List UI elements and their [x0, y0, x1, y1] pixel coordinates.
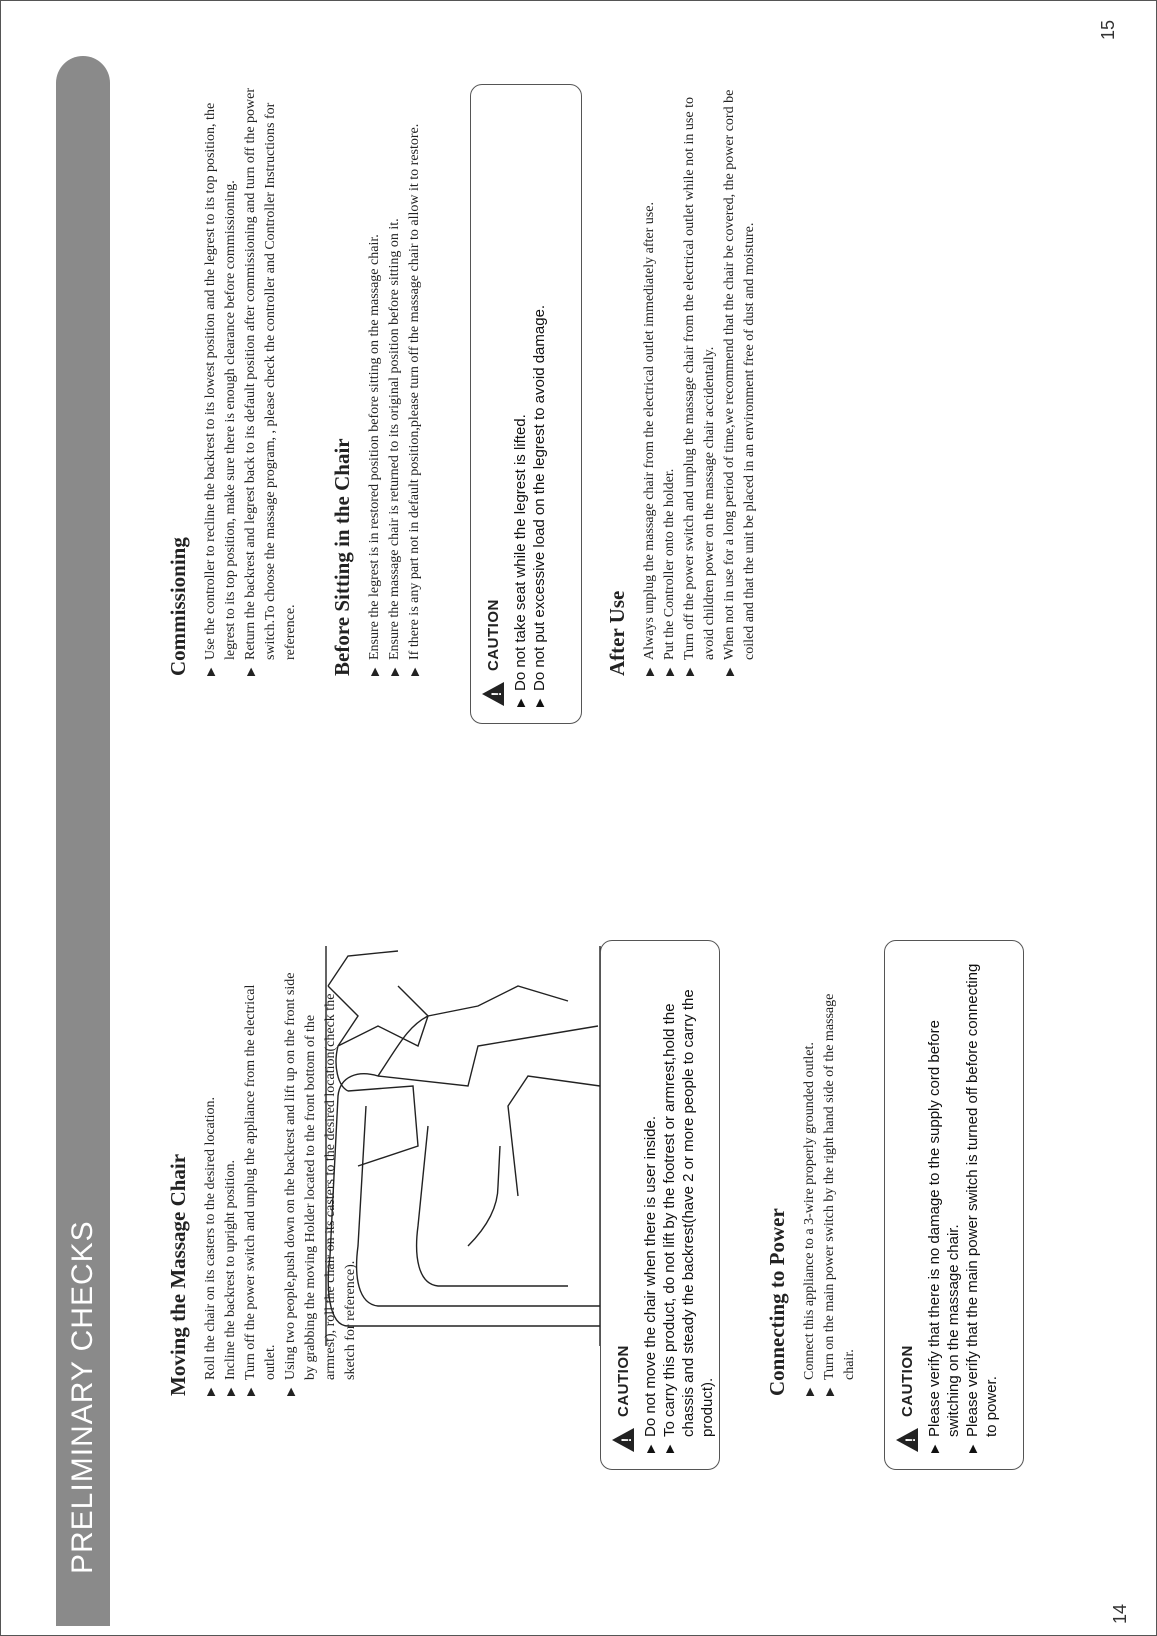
caution-list — [641, 955, 717, 1453]
list-item-text: Turn on the main power switch by the right hand side of the massage chair. — [822, 993, 857, 1380]
caution-moving-box — [600, 940, 720, 1470]
svg-text:!: ! — [902, 1437, 918, 1443]
list-item — [641, 955, 660, 1453]
bullet-triangle-icon: ▶ — [245, 1387, 257, 1396]
list-item-text: Always unplug the massage chair from the electrical outlet immediately after use. — [642, 202, 657, 660]
bullet-triangle-icon: ▶ — [409, 667, 421, 676]
svg-text:!: ! — [488, 691, 504, 697]
caution-power-box — [884, 940, 1024, 1470]
list-item — [365, 76, 385, 676]
section-title: Before Sitting in the Chair — [330, 438, 354, 676]
commissioning-list — [201, 76, 301, 676]
section-title: Connecting to Power — [765, 1208, 789, 1396]
bullet-triangle-icon: ▶ — [967, 1444, 979, 1453]
list-item — [201, 76, 241, 676]
list-item — [660, 66, 680, 676]
list-item-text: Use the controller to recline the backrest to its lowest position and the legrest to its top position, the legrest to its top position, make sure there is enough clearance before commissioning. — [203, 102, 238, 660]
list-item-text: Do not move the chair when there is user inside. — [642, 1116, 659, 1437]
list-item — [925, 955, 963, 1453]
bullet-triangle-icon: ▶ — [205, 667, 217, 676]
list-item-text: Incline the backrest to upright position. — [223, 1159, 238, 1380]
svg-text:!: ! — [618, 1437, 634, 1443]
list-item-text: Turn off the power switch and unplug the massage chair from the electrical outlet while not in use to avoid children power on the massage chair accidentally. — [682, 97, 717, 660]
list-item — [660, 955, 717, 1453]
caution-list — [511, 99, 549, 707]
header-band — [56, 56, 110, 1626]
caution-list — [925, 955, 1001, 1453]
section-commissioning — [166, 76, 301, 676]
bullet-triangle-icon: ▶ — [369, 667, 381, 676]
list-item-text: When not in use for a long period of time,we recommend that the chair be covered, the power cord be coiled and that the unit be placed in an environment free of dust and moisture. — [722, 89, 757, 660]
bullet-triangle-icon: ▶ — [724, 667, 736, 676]
list-item — [963, 955, 1001, 1453]
list-item-text: Using two people,push down on the backrest and lift up on the front side by grabbing the moving Holder located to the front bottom of the armrest), roll the chair on its casters to the desired location(check the sketch for reference). — [283, 972, 358, 1380]
warning-icon — [481, 681, 505, 707]
list-item — [241, 76, 301, 676]
bullet-triangle-icon: ▶ — [684, 667, 696, 676]
list-item-text: To carry this product, do not lift by the footrest or armrest,hold the chassis and steady the backrest(have 2 or more people to carry the product). — [661, 989, 716, 1437]
list-item-text: Do not put excessive load on the legrest to avoid damage. — [531, 304, 548, 691]
bullet-triangle-icon: ▶ — [245, 667, 257, 676]
caution-label: CAUTION — [484, 599, 502, 671]
bullet-triangle-icon: ▶ — [664, 1444, 676, 1453]
list-item — [241, 966, 281, 1396]
section-title: Moving the Massage Chair — [166, 1153, 190, 1396]
list-item — [511, 99, 530, 707]
bullet-triangle-icon: ▶ — [645, 1444, 657, 1453]
list-item — [405, 76, 425, 676]
caution-label: CAUTION — [898, 1345, 916, 1417]
bullet-triangle-icon: ▶ — [515, 698, 527, 707]
list-item-text: Please verify that there is no damage to the supply cord before switching on the massage chair. — [926, 1020, 962, 1437]
chair-sketch-image — [318, 946, 608, 1346]
list-item — [820, 976, 860, 1396]
list-item-text: Ensure the legrest is in restored position before sitting on the massage chair. — [367, 234, 382, 660]
list-item-text: Please verify that the main power switch is turned off before connecting to power. — [964, 963, 1000, 1437]
bullet-triangle-icon: ▶ — [804, 1387, 816, 1396]
page-title: PRELIMINARY CHECKS — [66, 1220, 99, 1574]
list-item-text: Return the backrest and legrest back to its default position after commissioning and turn off the power switch.To choose the massage program, , please check the controller and Controller Instructions for reference. — [243, 87, 298, 660]
bullet-triangle-icon: ▶ — [929, 1444, 941, 1453]
bullet-triangle-icon: ▶ — [205, 1387, 217, 1396]
list-item — [680, 66, 720, 676]
list-item-text: Turn off the power switch and unplug the appliance from the electrical outlet. — [243, 984, 278, 1380]
bullet-triangle-icon: ▶ — [664, 667, 676, 676]
list-item-text: Roll the chair on its casters to the desired location. — [203, 1096, 218, 1380]
page-number-right: 15 — [1098, 19, 1118, 40]
caution-label: CAUTION — [614, 1345, 632, 1417]
list-item — [640, 66, 660, 676]
bullet-triangle-icon: ▶ — [389, 667, 401, 676]
bullet-triangle-icon: ▶ — [225, 1387, 237, 1396]
warning-icon — [895, 1427, 919, 1453]
list-item-text: Do not take seat while the legrest is lifted. — [512, 414, 529, 691]
sitting-list — [365, 76, 425, 676]
warning-icon — [611, 1427, 635, 1453]
power-list — [800, 976, 860, 1396]
bullet-triangle-icon: ▶ — [534, 698, 546, 707]
after-use-list — [640, 66, 760, 676]
section-title: After Use — [605, 590, 629, 676]
list-item-text: Put the Controller onto the holder. — [662, 468, 677, 660]
list-item — [201, 966, 221, 1396]
list-item — [530, 99, 549, 707]
list-item — [720, 66, 760, 676]
caution-sitting-box — [470, 84, 582, 724]
section-sitting — [330, 76, 425, 676]
section-after-use — [605, 66, 760, 676]
list-item-text: If there is any part not in default position,please turn off the massage chair to allow it to restore. — [407, 123, 422, 660]
page-number-left: 14 — [1110, 1603, 1130, 1624]
list-item — [221, 966, 241, 1396]
bullet-triangle-icon: ▶ — [285, 1387, 297, 1396]
list-item-text: Connect this appliance to a 3-wire properly grounded outlet. — [802, 1042, 817, 1380]
bullet-triangle-icon: ▶ — [824, 1387, 836, 1396]
list-item — [385, 76, 405, 676]
list-item — [800, 976, 820, 1396]
list-item-text: Ensure the massage chair is returned to its original position before sitting on it. — [387, 218, 402, 660]
bullet-triangle-icon: ▶ — [644, 667, 656, 676]
section-title: Commissioning — [166, 537, 190, 676]
section-power — [765, 976, 860, 1396]
